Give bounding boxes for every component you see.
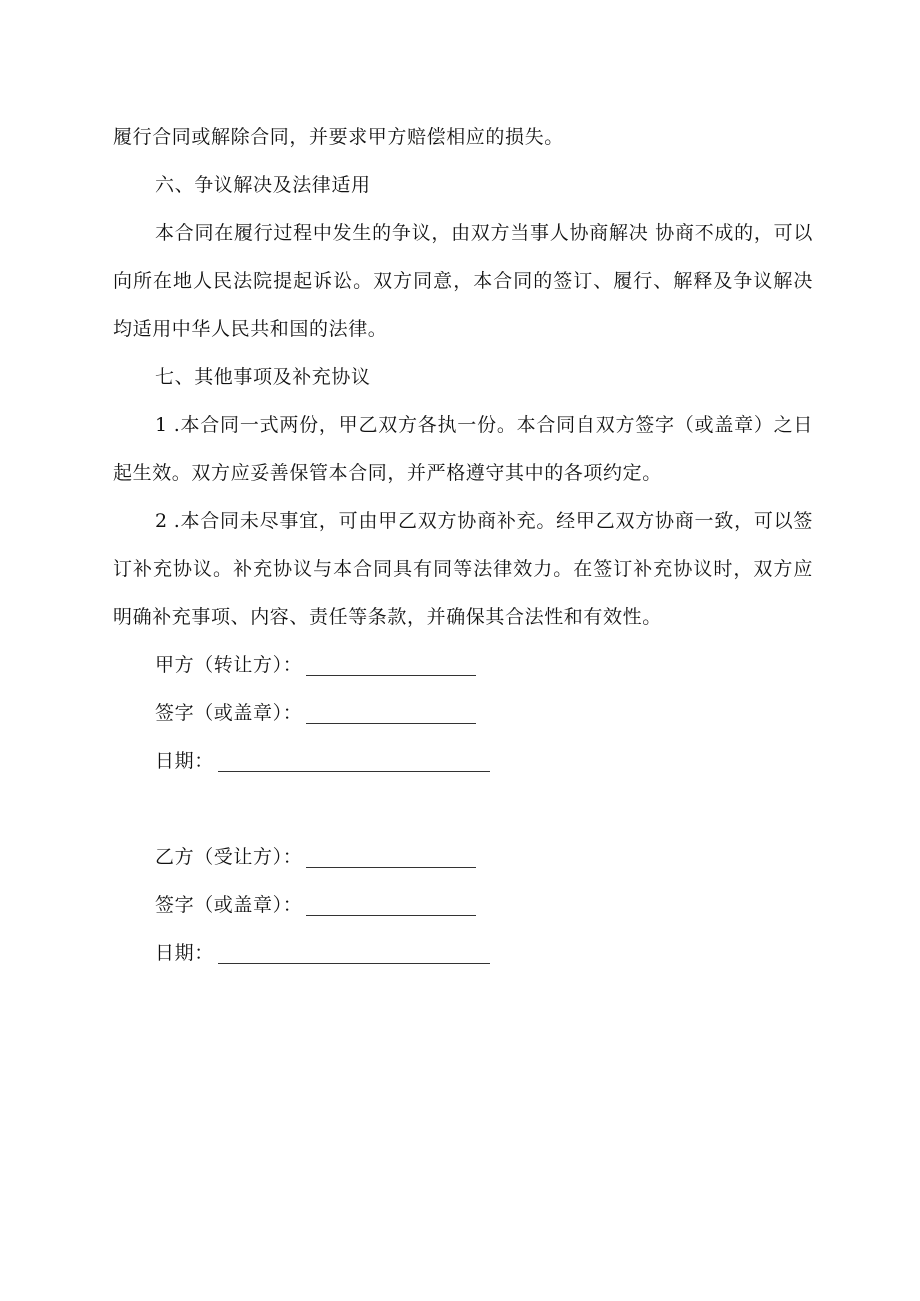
section-6-body: 本合同在履行过程中发生的争议，由双方当事人协商解决 协商不成的，可以向所在地人民法院提起诉讼。双方同意，本合同的签订、履行、解释及争议解决均适用中华人民共和国的法律。 [113, 222, 813, 340]
party-a-sign-label: 签字（或盖章）： [155, 702, 303, 724]
party-b-sign-label: 签字（或盖章）： [155, 894, 303, 916]
clause-2-text: .本合同未尽事宜，可由甲乙双方协商补充。经甲乙双方协商一致，可以签订补充协议。补充协议与本合同具有同等法律效力。在签订补充协议时，双方应明确补充事项、内容、责任等条款，并确保其合法性和有效性。 [113, 510, 813, 628]
section-6-heading: 六、争议解决及法律适用 [155, 174, 371, 196]
party-b-sign-line [155, 881, 813, 929]
party-a-date-label: 日期： [155, 750, 214, 772]
clause-2-number: 2 [155, 510, 168, 532]
party-a-date-line [155, 737, 813, 785]
party-a-sign-blank[interactable] [306, 722, 476, 724]
party-b-date-label: 日期： [155, 942, 214, 964]
party-a-name-line [155, 641, 813, 689]
party-b-name-blank[interactable] [306, 866, 476, 868]
clause-1-text: .本合同一式两份，甲乙双方各执一份。本合同自双方签字（或盖章）之日起生效。双方应妥善保管本合同，并严格遵守其中的各项约定。 [113, 414, 813, 484]
paragraph-continuation: 履行合同或解除合同，并要求甲方赔偿相应的损失。 [113, 126, 564, 148]
party-b-date-line [155, 929, 813, 977]
party-b-name-line [155, 833, 813, 881]
party-a-date-blank[interactable] [218, 770, 490, 772]
party-a-name-blank[interactable] [306, 674, 476, 676]
signature-spacer [113, 785, 813, 833]
document-body [113, 113, 813, 977]
party-b-sign-blank[interactable] [306, 914, 476, 916]
clause-1 [113, 401, 813, 497]
party-a-sign-line [155, 689, 813, 737]
section-7-heading: 七、其他事项及补充协议 [155, 366, 371, 388]
clause-2 [113, 497, 813, 641]
clause-1-number: 1 [155, 414, 168, 436]
party-a-signature-block [113, 641, 813, 785]
party-b-label: 乙方（受让方）： [155, 846, 303, 868]
party-a-label: 甲方（转让方）： [155, 654, 303, 676]
party-b-date-blank[interactable] [218, 962, 490, 964]
party-b-signature-block [113, 833, 813, 977]
